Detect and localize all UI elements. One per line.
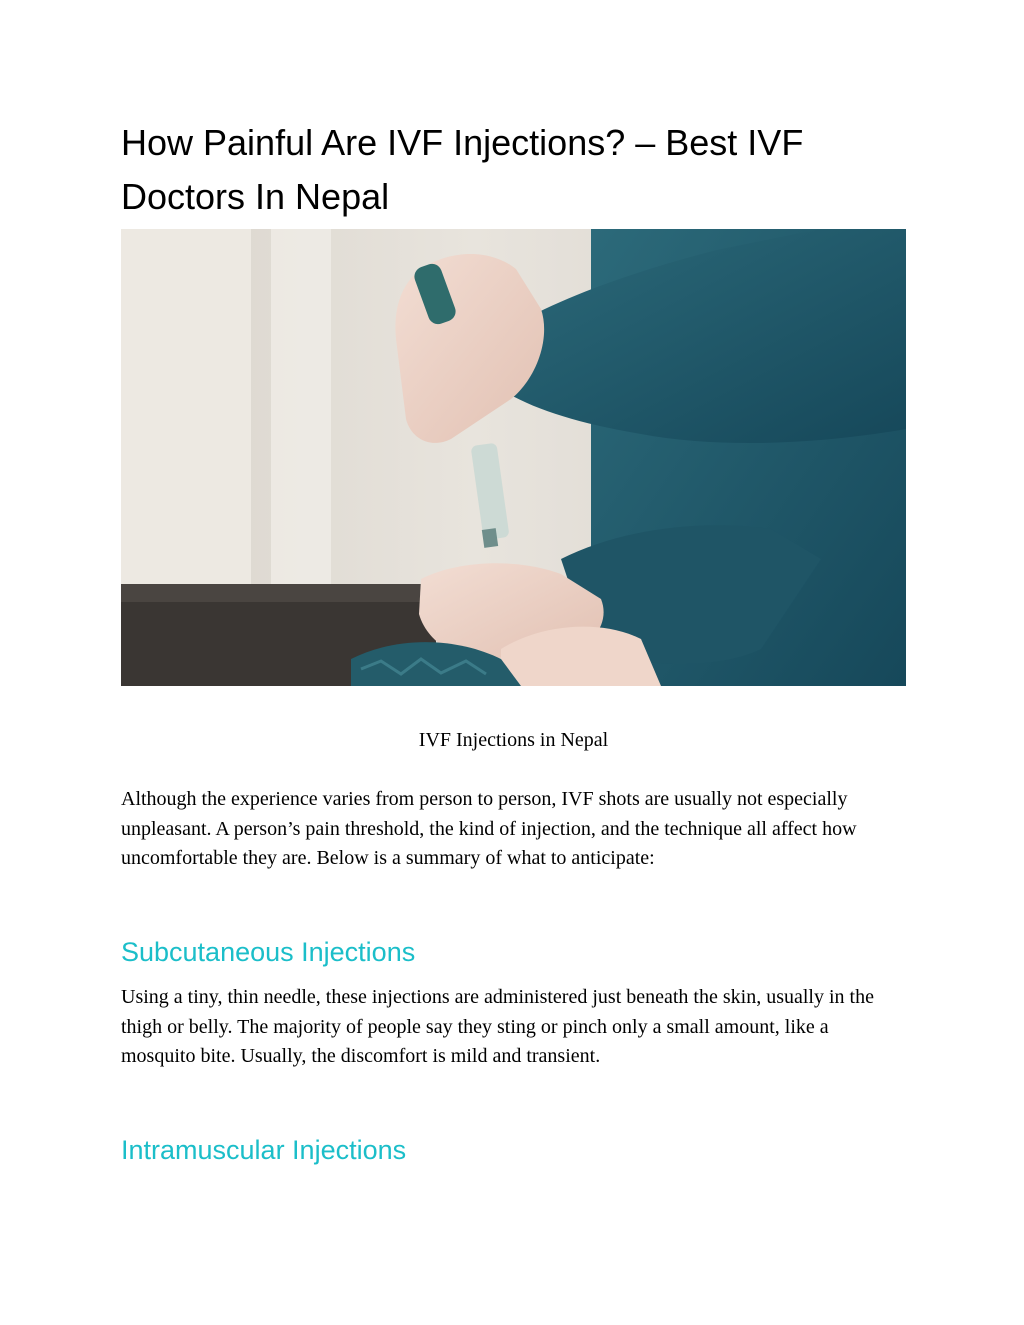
intro-paragraph: Although the experience varies from person to person, IVF shots are usually not especially unpleasant. A person’s pain threshold, the kind of injection, and the technique all affect how uncomfortable they are. Below is a summary of what to anticipate: <box>121 788 857 869</box>
section-heading-subcutaneous: Subcutaneous Injections <box>121 937 416 967</box>
image-caption: IVF Injections in Nepal <box>418 729 609 751</box>
section-heading-intramuscular: Intramuscular Injections <box>121 1135 407 1165</box>
page-title: How Painful Are IVF Injections? – Best IVF Doctors In Nepal <box>121 122 804 217</box>
ivf-injection-photo <box>121 229 906 686</box>
section-body-subcutaneous: Using a tiny, thin needle, these injections are administered just beneath the skin, usually in the thigh or belly. The majority of people say they sting or pinch only a small amount, like a mosquito bite. Usually, the discomfort is mild and transient. <box>121 986 874 1067</box>
